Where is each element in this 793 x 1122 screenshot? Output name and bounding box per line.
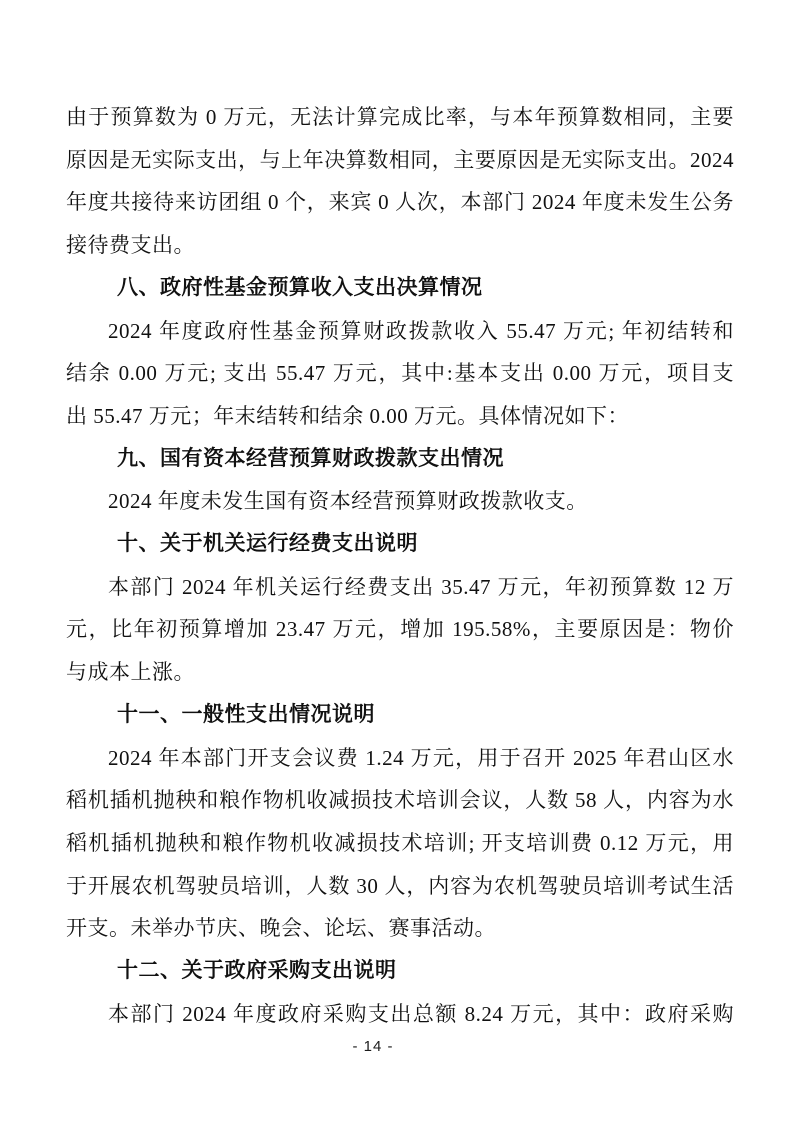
section-heading: 九、国有资本经营预算财政拨款支出情况 <box>117 446 504 470</box>
section-heading: 十二、关于政府采购支出说明 <box>117 959 397 983</box>
text-line: 2024 年度政府性基金预算财政拨款收入 55.47 万元; 年初结转和 <box>108 318 734 343</box>
text-line: 2024 年度未发生国有资本经营预算财政拨款收支。 <box>108 489 588 514</box>
text-line: 出 55.47 万元；年末结转和结余 0.00 万元。具体情况如下： <box>66 403 629 428</box>
section-heading: 十一、一般性支出情况说明 <box>117 702 375 726</box>
text-line: 本部门 2024 年机关运行经费支出 35.47 万元，年初预算数 12 万 <box>108 574 734 599</box>
text-line: 由于预算数为 0 万元，无法计算完成比率，与本年预算数相同，主要 <box>66 105 734 129</box>
text-line: 结余 0.00 万元; 支出 55.47 万元，其中:基本支出 0.00 万元，项目支 <box>66 361 734 386</box>
text-line: 年度共接待来访团组 0 个，来宾 0 人次，本部门 2024 年度未发生公务 <box>66 190 734 215</box>
text-line: 与成本上涨。 <box>66 660 195 685</box>
text-line: 接待费支出。 <box>66 233 195 258</box>
text-line: 于开展农机驾驶员培训，人数 30 人，内容为农机驾驶员培训考试生活 <box>66 873 734 898</box>
page-number: - 14 - <box>352 1038 394 1055</box>
text-line: 本部门 2024 年度政府采购支出总额 8.24 万元，其中：政府采购 <box>108 1001 734 1026</box>
text-line: 2024 年本部门开支会议费 1.24 万元，用于召开 2025 年君山区水 <box>108 745 734 770</box>
text-line: 开支。未举办节庆、晚会、论坛、赛事活动。 <box>66 916 496 941</box>
section-heading: 八、政府性基金预算收入支出决算情况 <box>117 275 483 299</box>
text-line: 元，比年初预算增加 23.47 万元，增加 195.58%，主要原因是：物价 <box>66 617 734 642</box>
text-line: 稻机插机抛秧和粮作物机收减损技术培训会议，人数 58 人，内容为水 <box>66 788 734 813</box>
document-body <box>66 96 734 1035</box>
text-line: 稻机插机抛秧和粮作物机收减损技术培训; 开支培训费 0.12 万元，用 <box>66 830 734 855</box>
text-line: 原因是无实际支出，与上年决算数相同，主要原因是无实际支出。2024 <box>66 147 734 172</box>
section-heading: 十、关于机关运行经费支出说明 <box>117 532 418 556</box>
